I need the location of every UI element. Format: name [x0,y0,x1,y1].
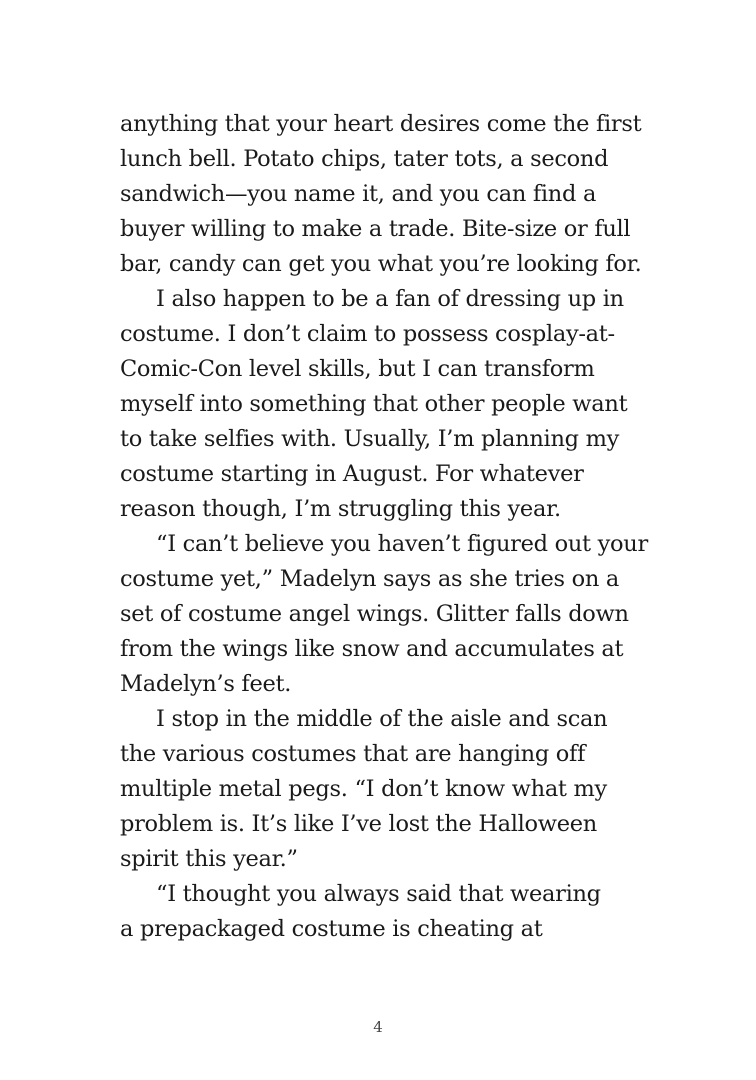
text-line: reason though, I’m struggling this year. [120,496,561,522]
text-line: spirit this year.” [120,846,298,872]
text-line: problem is. It’s like I’ve lost the Halloween [120,811,597,837]
text-line: Madelyn’s feet. [120,671,292,697]
text-line: bar, candy can get you what you’re looking for. [120,251,642,277]
paragraph-start-line: I stop in the middle of the aisle and scan [156,706,608,732]
paragraph-start-line: “I can’t believe you haven’t figured out your [156,531,648,557]
text-line: costume yet,” Madelyn says as she tries on a [120,566,620,592]
body-text [120,107,648,947]
page-number: 4 [373,1018,383,1036]
paragraph-start-line: “I thought you always said that wearing [156,881,601,907]
text-line: Comic-Con level skills, but I can transform [120,356,595,382]
text-line: multiple metal pegs. “I don’t know what my [120,776,607,802]
text-line: sandwich—you name it, and you can find a [120,181,597,207]
text-line: the various costumes that are hanging off [120,741,586,767]
paragraph-start-line: I also happen to be a fan of dressing up in [156,286,624,312]
text-line: set of costume angel wings. Glitter falls down [120,601,629,627]
text-line: lunch bell. Potato chips, tater tots, a second [120,146,609,172]
text-line: a prepackaged costume is cheating at [120,916,543,942]
text-line: myself into something that other people want [120,391,628,417]
text-line: costume. I don’t claim to possess cosplay-at- [120,321,615,347]
text-line: anything that your heart desires come the first [120,111,642,137]
text-line: buyer willing to make a trade. Bite-size or full [120,216,631,242]
text-line: from the wings like snow and accumulates at [120,636,624,662]
text-line: to take selfies with. Usually, I’m planning my [120,426,620,452]
text-line: costume starting in August. For whatever [120,461,584,487]
